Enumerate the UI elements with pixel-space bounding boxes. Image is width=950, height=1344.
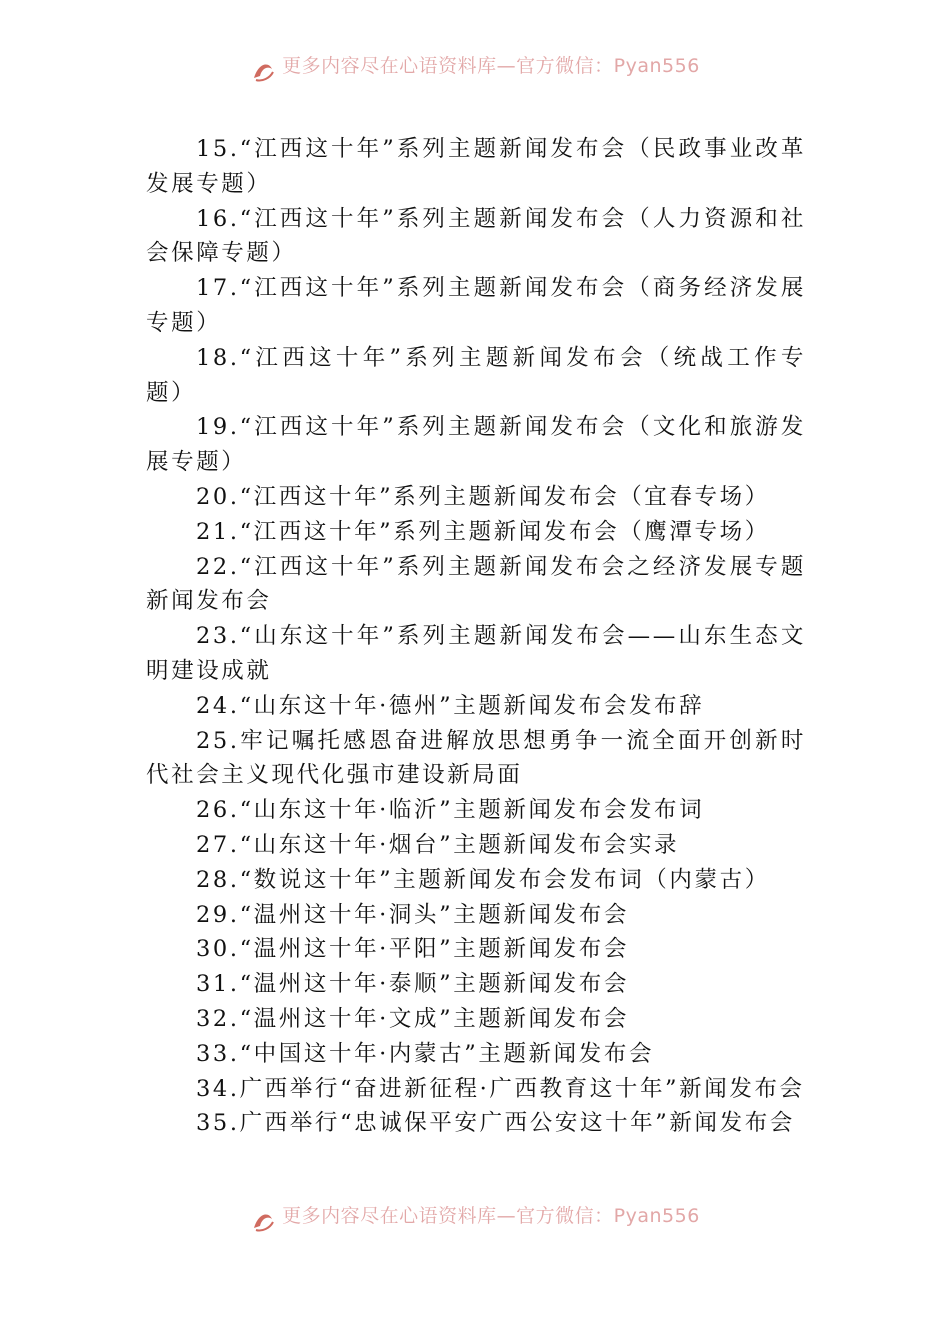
list-item: 26.“山东这十年·临沂”主题新闻发布会发布词	[196, 797, 705, 824]
list-item: 34.广西举行“奋进新征程·广西教育这十年”新闻发布会	[196, 1075, 805, 1102]
list-item: 20.“江西这十年”系列主题新闻发布会（宜春专场）	[196, 483, 770, 510]
list-item: 29.“温州这十年·洞头”主题新闻发布会	[196, 901, 629, 928]
list-item: 28.“数说这十年”主题新闻发布会发布词（内蒙古）	[196, 866, 770, 893]
list-item: 21.“江西这十年”系列主题新闻发布会（鹰潭专场）	[196, 518, 770, 545]
list-item: 15.“江西这十年”系列主题新闻发布会（民政事业改革发展专题）	[146, 136, 806, 197]
list-item: 25.牢记嘱托感恩奋进解放思想勇争一流全面开创新时代社会主义现代化强市建设新局面	[146, 727, 806, 789]
document-body	[146, 132, 806, 1141]
list-item: 30.“温州这十年·平阳”主题新闻发布会	[196, 936, 629, 963]
list-item: 23.“山东这十年”系列主题新闻发布会——山东生态文明建设成就	[146, 623, 806, 684]
watermark-logo-icon	[250, 1208, 276, 1234]
list-item: 22.“江西这十年”系列主题新闻发布会之经济发展专题新闻发布会	[146, 553, 806, 615]
list-item: 18.“江西这十年”系列主题新闻发布会（统战工作专题）	[146, 344, 806, 406]
watermark-logo-icon	[250, 58, 276, 84]
footer-watermark	[0, 1204, 950, 1238]
watermark-text: 更多内容尽在心语资料库—官方微信：Pyan556	[282, 1204, 700, 1227]
header-watermark	[0, 54, 950, 88]
list-item: 27.“山东这十年·烟台”主题新闻发布会实录	[196, 831, 680, 858]
list-item: 31.“温州这十年·泰顺”主题新闻发布会	[196, 971, 629, 998]
list-item: 17.“江西这十年”系列主题新闻发布会（商务经济发展专题）	[146, 275, 806, 336]
watermark-text: 更多内容尽在心语资料库—官方微信：Pyan556	[282, 54, 700, 77]
list-item: 33.“中国这十年·内蒙古”主题新闻发布会	[196, 1040, 655, 1067]
list-item: 35.广西举行“忠诚保平安广西公安这十年”新闻发布会	[196, 1110, 795, 1137]
list-item: 32.“温州这十年·文成”主题新闻发布会	[196, 1005, 629, 1032]
list-item: 16.“江西这十年”系列主题新闻发布会（人力资源和社会保障专题）	[146, 205, 806, 267]
list-item: 24.“山东这十年·德州”主题新闻发布会发布辞	[196, 692, 705, 719]
list-item: 19.“江西这十年”系列主题新闻发布会（文化和旅游发展专题）	[146, 414, 806, 476]
